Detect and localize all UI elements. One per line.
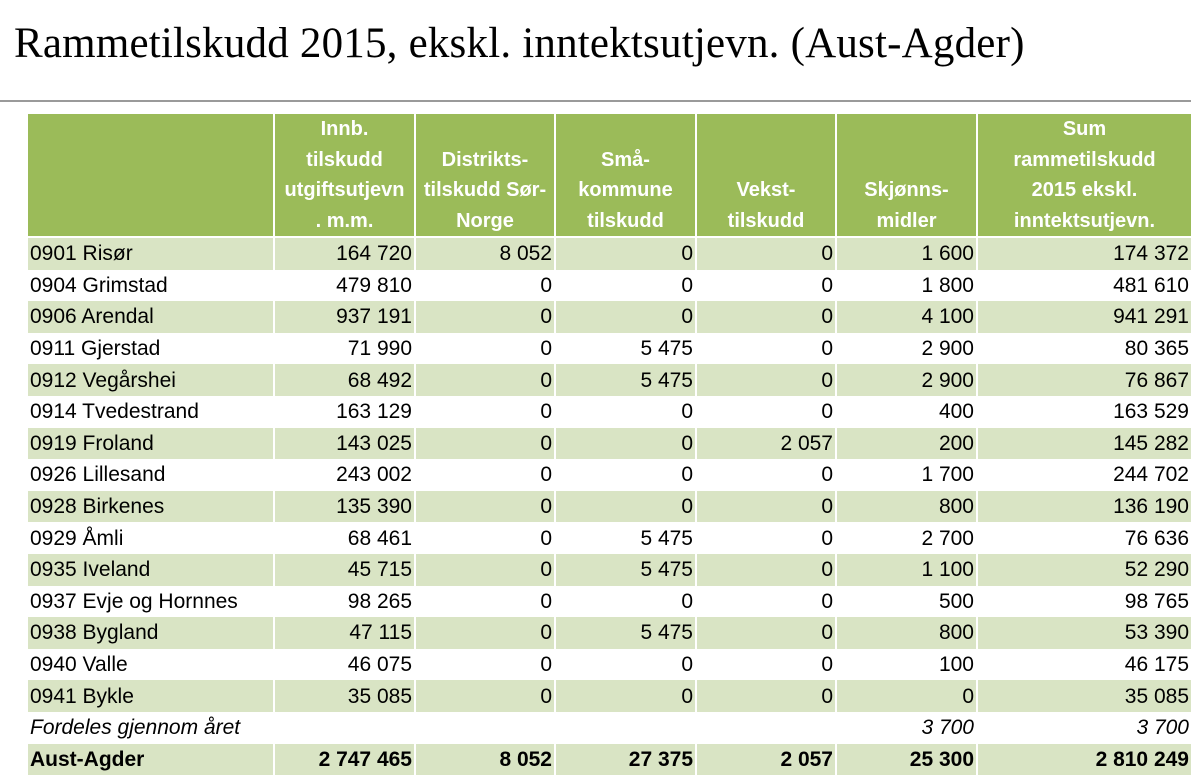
municipality-cell: 0935 Iveland: [27, 554, 274, 586]
value-cell: 8 052: [415, 237, 555, 270]
value-cell: 0: [696, 554, 836, 586]
value-cell: 5 475: [555, 554, 696, 586]
value-cell: 163 129: [274, 396, 415, 428]
value-cell: 479 810: [274, 270, 415, 302]
table-row: [27, 617, 1191, 649]
value-cell: 2 900: [836, 364, 977, 396]
value-cell: 0: [415, 522, 555, 554]
value-cell: 800: [836, 491, 977, 523]
value-cell: 0: [555, 649, 696, 681]
value-cell: 5 475: [555, 364, 696, 396]
value-cell: 0: [415, 301, 555, 333]
value-cell: 0: [415, 617, 555, 649]
table-row: [27, 649, 1191, 681]
table-row: [27, 270, 1191, 302]
value-cell: 0: [415, 680, 555, 712]
municipality-cell: 0937 Evje og Hornnes: [27, 586, 274, 618]
column-header-line: tilskudd: [587, 209, 664, 232]
column-header-3: [555, 113, 696, 237]
value-cell: 100: [836, 649, 977, 681]
value-cell: 0: [696, 270, 836, 302]
value-cell: 2 700: [836, 522, 977, 554]
value-cell: 0: [696, 237, 836, 270]
value-cell: 1 600: [836, 237, 977, 270]
value-cell: 5 475: [555, 333, 696, 365]
value-cell: 0: [415, 586, 555, 618]
value-cell: 52 290: [977, 554, 1191, 586]
value-cell: 0: [696, 522, 836, 554]
value-cell: 0: [555, 459, 696, 491]
value-cell: 400: [836, 396, 977, 428]
table-row: [27, 364, 1191, 396]
column-header-line: inntektsutjevn.: [1013, 209, 1156, 232]
column-header-line: Innb.: [320, 118, 369, 140]
value-cell: 135 390: [274, 491, 415, 523]
table-row: [27, 586, 1191, 618]
value-cell: 937 191: [274, 301, 415, 333]
value-cell: 0: [415, 459, 555, 491]
column-header-1: [274, 113, 415, 237]
value-cell: 941 291: [977, 301, 1191, 333]
value-cell: 163 529: [977, 396, 1191, 428]
column-header-line: Distrikts-: [441, 148, 529, 171]
value-cell: 164 720: [274, 237, 415, 270]
value-cell: 3 700: [977, 712, 1191, 744]
title-divider: [0, 100, 1191, 102]
value-cell: 0: [696, 301, 836, 333]
value-cell: [274, 712, 415, 744]
value-cell: 0: [696, 617, 836, 649]
column-header-0: [27, 113, 274, 237]
value-cell: 76 867: [977, 364, 1191, 396]
column-header-line: Små-: [601, 148, 650, 171]
value-cell: [555, 712, 696, 744]
table-body: [27, 237, 1191, 775]
value-cell: 0: [696, 586, 836, 618]
value-cell: 0: [415, 333, 555, 365]
total-row: [27, 744, 1191, 776]
column-header-line: . m.m.: [315, 209, 374, 232]
slide-title: Rammetilskudd 2015, ekskl. inntektsutjevn. (Aust-Agder): [14, 20, 1025, 67]
value-cell: 46 175: [977, 649, 1191, 681]
value-cell: 0: [696, 649, 836, 681]
value-cell: 0: [696, 396, 836, 428]
table-row: [27, 522, 1191, 554]
value-cell: 0: [415, 491, 555, 523]
value-cell: 2 057: [696, 428, 836, 460]
value-cell: 47 115: [274, 617, 415, 649]
table-row: [27, 396, 1191, 428]
value-cell: 0: [696, 491, 836, 523]
value-cell: 0: [415, 649, 555, 681]
column-header-4: [696, 113, 836, 237]
value-cell: 5 475: [555, 522, 696, 554]
municipality-cell: 0911 Gjerstad: [27, 333, 274, 365]
value-cell: 45 715: [274, 554, 415, 586]
municipality-cell: Aust-Agder: [27, 744, 274, 776]
value-cell: 243 002: [274, 459, 415, 491]
column-header-line: 2015 ekskl.: [1031, 179, 1138, 201]
value-cell: 0: [415, 364, 555, 396]
municipality-cell: 0941 Bykle: [27, 680, 274, 712]
table-row: [27, 491, 1191, 523]
column-header-line: tilskudd Sør-: [423, 179, 547, 201]
value-cell: 145 282: [977, 428, 1191, 460]
table-row: [27, 333, 1191, 365]
value-cell: 143 025: [274, 428, 415, 460]
value-cell: 0: [555, 586, 696, 618]
column-header-line: Sum: [1062, 118, 1107, 140]
value-cell: 1 100: [836, 554, 977, 586]
value-cell: 53 390: [977, 617, 1191, 649]
value-cell: 76 636: [977, 522, 1191, 554]
header-row: [27, 113, 1191, 237]
municipality-cell: 0904 Grimstad: [27, 270, 274, 302]
table-row: [27, 237, 1191, 270]
value-cell: 136 190: [977, 491, 1191, 523]
value-cell: 1 700: [836, 459, 977, 491]
value-cell: [696, 712, 836, 744]
column-header-line: Norge: [456, 209, 514, 232]
value-cell: 0: [836, 680, 977, 712]
value-cell: 0: [555, 301, 696, 333]
value-cell: 0: [415, 396, 555, 428]
value-cell: 25 300: [836, 744, 977, 776]
column-header-line: Vekst-: [736, 179, 796, 201]
value-cell: 0: [555, 680, 696, 712]
table-row: [27, 712, 1191, 744]
column-header-6: [977, 113, 1191, 237]
table-row: [27, 680, 1191, 712]
municipality-cell: 0912 Vegårshei: [27, 364, 274, 396]
value-cell: 174 372: [977, 237, 1191, 270]
table-row: [27, 428, 1191, 460]
column-header-5: [836, 113, 977, 237]
column-header-line: tilskudd: [306, 148, 383, 171]
value-cell: 0: [555, 396, 696, 428]
municipality-cell: 0928 Birkenes: [27, 491, 274, 523]
municipality-cell: 0914 Tvedestrand: [27, 396, 274, 428]
value-cell: 27 375: [555, 744, 696, 776]
value-cell: 0: [555, 428, 696, 460]
value-cell: 46 075: [274, 649, 415, 681]
column-header-line: rammetilskudd: [1013, 148, 1156, 171]
value-cell: 0: [696, 459, 836, 491]
value-cell: 35 085: [274, 680, 415, 712]
column-header-line: tilskudd: [727, 209, 805, 232]
value-cell: 98 265: [274, 586, 415, 618]
municipality-cell: 0938 Bygland: [27, 617, 274, 649]
value-cell: 0: [555, 237, 696, 270]
value-cell: 0: [696, 364, 836, 396]
value-cell: 68 461: [274, 522, 415, 554]
table-row: [27, 554, 1191, 586]
value-cell: 35 085: [977, 680, 1191, 712]
value-cell: 2 900: [836, 333, 977, 365]
value-cell: 0: [415, 270, 555, 302]
municipality-cell: 0906 Arendal: [27, 301, 274, 333]
municipality-cell: 0926 Lillesand: [27, 459, 274, 491]
value-cell: 68 492: [274, 364, 415, 396]
value-cell: 71 990: [274, 333, 415, 365]
column-header-line: midler: [876, 209, 937, 232]
municipality-cell: 0919 Froland: [27, 428, 274, 460]
value-cell: 0: [555, 491, 696, 523]
value-cell: 2 810 249: [977, 744, 1191, 776]
value-cell: 0: [696, 680, 836, 712]
column-header-line: utgiftsutjevn: [284, 179, 405, 201]
value-cell: 200: [836, 428, 977, 460]
value-cell: 244 702: [977, 459, 1191, 491]
municipality-cell: 0901 Risør: [27, 237, 274, 270]
value-cell: 0: [415, 554, 555, 586]
value-cell: 2 057: [696, 744, 836, 776]
municipality-cell: Fordeles gjennom året: [27, 712, 274, 744]
value-cell: 4 100: [836, 301, 977, 333]
value-cell: 0: [555, 270, 696, 302]
value-cell: 5 475: [555, 617, 696, 649]
column-header-2: [415, 113, 555, 237]
column-header-line: kommune: [578, 179, 673, 201]
column-header-line: Skjønns-: [864, 179, 949, 201]
rammetilskudd-table: [26, 112, 1191, 775]
table-header: [27, 113, 1191, 237]
value-cell: 80 365: [977, 333, 1191, 365]
table-row: [27, 459, 1191, 491]
value-cell: 0: [415, 428, 555, 460]
value-cell: 800: [836, 617, 977, 649]
municipality-cell: 0940 Valle: [27, 649, 274, 681]
value-cell: 3 700: [836, 712, 977, 744]
table-row: [27, 301, 1191, 333]
value-cell: 500: [836, 586, 977, 618]
value-cell: 481 610: [977, 270, 1191, 302]
value-cell: 8 052: [415, 744, 555, 776]
value-cell: [415, 712, 555, 744]
municipality-cell: 0929 Åmli: [27, 522, 274, 554]
value-cell: 98 765: [977, 586, 1191, 618]
value-cell: 1 800: [836, 270, 977, 302]
value-cell: 0: [696, 333, 836, 365]
value-cell: 2 747 465: [274, 744, 415, 776]
